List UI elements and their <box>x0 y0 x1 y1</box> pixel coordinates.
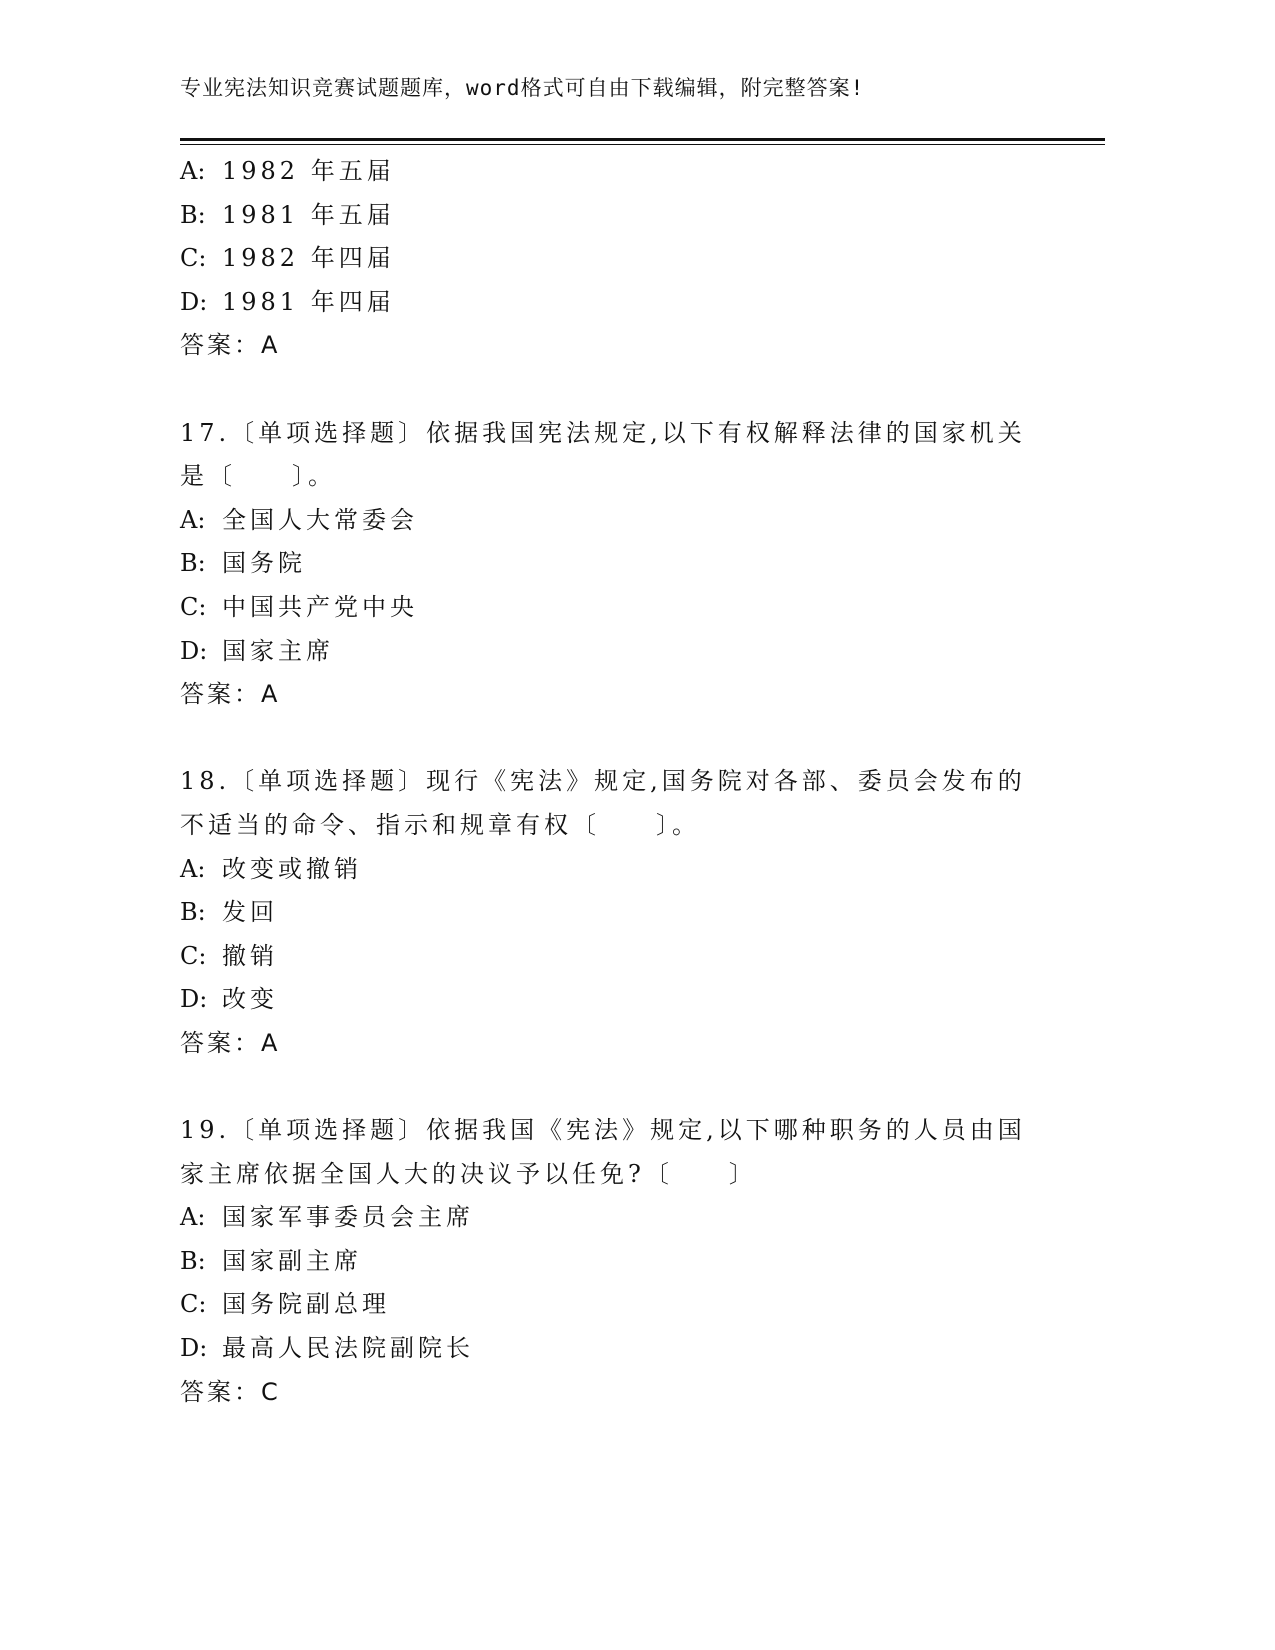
option-c: C: 撤销 <box>180 941 278 970</box>
question-text-line: 家主席依据全国人大的决议予以任免?〔 〕 <box>180 1159 757 1188</box>
option-d: D: 1981 年四届 <box>180 287 395 316</box>
header-rule-thin <box>180 144 1105 145</box>
answer-line: 答案：C <box>180 1377 281 1406</box>
question-block-18 <box>180 760 1110 1065</box>
option-c: C: 国务院副总理 <box>180 1290 390 1319</box>
answer-line: 答案：A <box>180 680 281 709</box>
question-content <box>180 150 1110 1414</box>
question-text-line: 19.〔单项选择题〕依据我国《宪法》规定,以下哪种职务的人员由国 <box>180 1116 1026 1145</box>
option-b: B: 发回 <box>180 898 278 927</box>
option-b: B: 1981 年五届 <box>180 200 395 229</box>
option-a: A: 改变或撤销 <box>180 854 362 883</box>
question-text-line: 不适当的命令、指示和规章有权〔 〕。 <box>180 810 700 839</box>
page-header: 专业宪法知识竞赛试题题库，word格式可自由下载编辑，附完整答案! <box>180 76 865 100</box>
option-a: A: 国家军事委员会主席 <box>180 1203 474 1232</box>
option-b: B: 国家副主席 <box>180 1246 362 1275</box>
option-b: B: 国务院 <box>180 549 306 578</box>
option-a: A: 1982 年五届 <box>180 157 395 185</box>
question-text-line: 是〔 〕。 <box>180 462 336 491</box>
option-c: C: 1982 年四届 <box>180 244 395 273</box>
option-d: D: 改变 <box>180 985 278 1014</box>
option-d: D: 国家主席 <box>180 636 334 665</box>
option-d: D: 最高人民法院副院长 <box>180 1334 474 1363</box>
question-text-line: 18.〔单项选择题〕现行《宪法》规定,国务院对各部、委员会发布的 <box>180 767 1026 796</box>
question-block-19 <box>180 1109 1110 1414</box>
answer-line: 答案：A <box>180 331 281 360</box>
question-block-16 <box>180 150 1110 368</box>
option-c: C: 中国共产党中央 <box>180 592 418 621</box>
option-a: A: 全国人大常委会 <box>180 505 418 534</box>
answer-line: 答案：A <box>180 1028 281 1057</box>
header-rule-thick <box>180 138 1105 141</box>
question-text-line: 17.〔单项选择题〕依据我国宪法规定,以下有权解释法律的国家机关 <box>180 418 1026 447</box>
question-block-17 <box>180 412 1110 717</box>
